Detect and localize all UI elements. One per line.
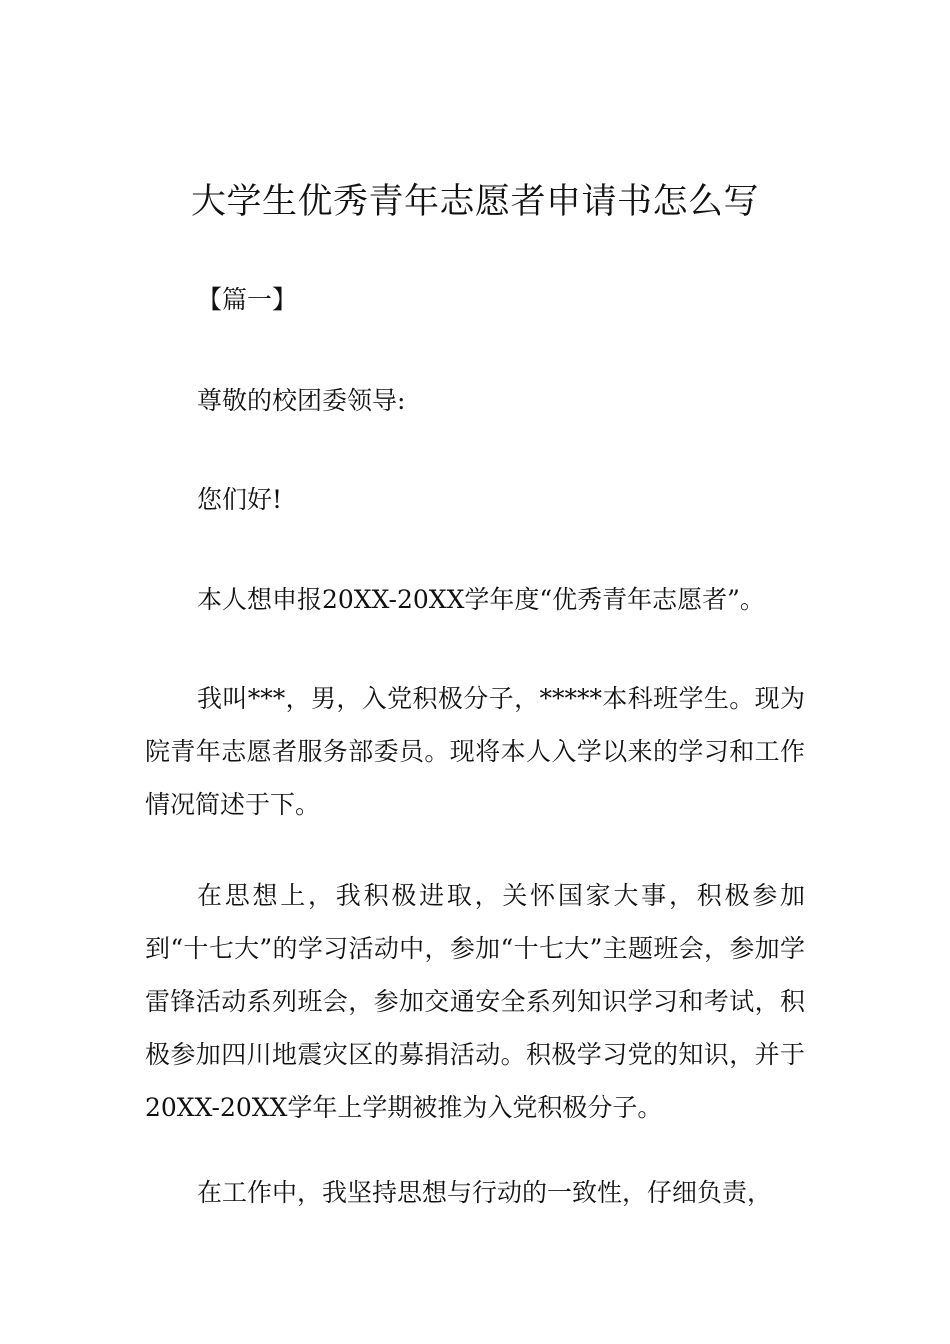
paragraph-2: 我叫***，男，入党积极分子，*****本科班学生。现为院青年志愿者服务部委员。现将本人入学以来的学习和工作情况简述于下。 xyxy=(145,684,805,819)
section-label: 【篇一】 xyxy=(197,285,298,314)
document-title: 大学生优秀青年志愿者申请书怎么写 xyxy=(190,182,759,222)
paragraph-1: 本人想申报20XX-20XX学年度“优秀青年志愿者”。 xyxy=(197,585,765,614)
salutation: 尊敬的校团委领导: xyxy=(197,386,406,415)
paragraph-4: 在工作中，我坚持思想与行动的一致性，仔细负责， xyxy=(197,1178,773,1207)
greeting: 您们好! xyxy=(197,485,283,514)
paragraph-3: 在思想上，我积极进取，关怀国家大事，积极参加到“十七大”的学习活动中，参加“十七大”主题班会，参加学雷锋活动系列班会，参加交通安全系列知识学习和考试，积极参加四川地震灾区的募捐活动。积极学习党的知识，并于20XX-20XX学年上学期被推为入党积极分子。 xyxy=(145,881,805,1122)
